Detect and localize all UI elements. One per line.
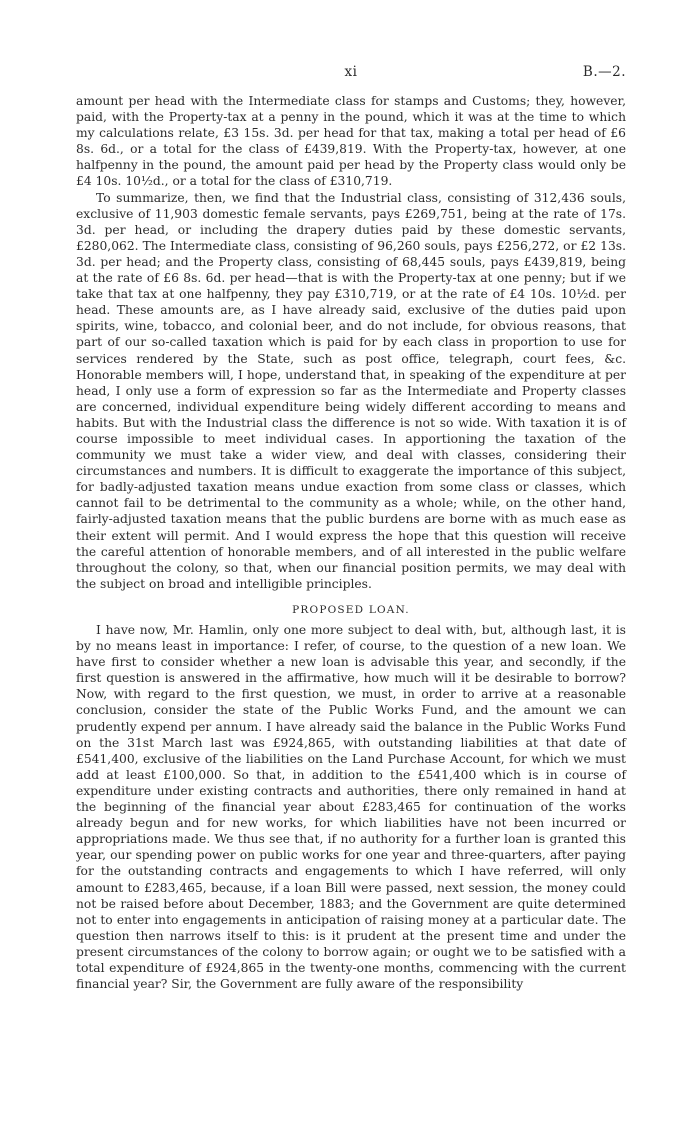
paragraph-loan: I have now, Mr. Hamlin, only one more subject to deal with, but, although last, it is by no means least in importance: I refer, of course, to the question of a new loan. We have first to consider whether a new loan is advisable this year, and secondly, if the first question is answered in the affirmative, how much will it be desirable to borrow? Now, with regard to the first question, we must, in order to arrive at a reasonable conclusion, consider the state of the Public Works Fund, and the amount we can prudently expend per annum. I have already said the balance in the Public Works Fund on the 31st March last was £924,865, with outstanding liabilities at that date of £541,400, exclusive of the liabilities on the Land Purchase Account, for which we must add at least £100,000. So that, in addition to the £541,400 which is in course of expenditure under existing contracts and authorities, there only remained in hand at the beginning of the financial year about £283,465 for continuation of the works already begun and for new works, for which liabilities have not been incurred or appropriations made. We thus see that, if no authority for a further loan is granted this year, our spending power on public works for one year and three-quarters, after paying for the outstanding contracts and engagements to which I have referred, will only amount to £283,465, because, if a loan Bill were passed, next session, the money could not be raised before about December, 1883; and the Government are quite determined not to enter into engagements in anticipation of raising money at a particular date. The question then narrows itself to this: is it prudent at the present time and under the present circumstances of the colony to borrow again; or ought we to be satisfied with a total expenditure of £924,865 in the twenty-one months, commencing with the current financial year? Sir, the Government are fully aware of the responsibility [76, 623, 626, 992]
document-reference: B.—2. [582, 64, 626, 80]
page-header [76, 64, 626, 84]
section-heading: PROPOSED LOAN. [292, 603, 410, 616]
paragraph-continuation: amount per head with the Intermediate class for stamps and Customs; they, however, paid, with the Property-tax at a penny in the pound, which it was at the time to which my calculations relate, £3 15s. 3d. per head for that tax, making a total per head of £6 8s. 6d., or a total for the class of £439,819. With the Property-tax, however, at one halfpenny in the pound, the amount paid per head by the Property class would only be £4 10s. 10½d., or a total for the class of £310,719. [76, 94, 626, 189]
paragraph-summary: To summarize, then, we find that the Industrial class, consisting of 312,436 souls, exclusive of 11,903 domestic female servants, pays £269,751, being at the rate of 17s. 3d. per head, or including the drapery duties paid by these domestic servants, £280,062. The Intermediate class, consisting of 96,260 souls, pays £256,272, or £2 13s. 3d. per head; and the Property class, consisting of 68,445 souls, pays £439,819, being at the rate of £6 8s. 6d. per head—that is with the Property-tax at one penny; but if we take that tax at one halfpenny, they pay £310,719, or at the rate of £4 10s. 10½d. per head. These amounts are, as I have already said, exclusive of the duties paid upon spirits, wine, tobacco, and colonial beer, and do not include, for obvious reasons, that part of our so-called taxation which is paid for by each class in proportion to use for services rendered by the State, such as post office, telegraph, court fees, &c. Honorable members will, I hope, understand that, in speaking of the expenditure at per head, I only use a form of expression so far as the Intermediate and Property classes are concerned, individual expenditure being widely different according to means and habits. But with the Industrial class the difference is not so wide. With taxation it is of course impossible to meet individual cases. In apportioning the taxation of the community we must take a wider view, and deal with classes, considering their circumstances and numbers. It is difficult to exaggerate the importance of this subject, for badly-adjusted taxation means undue exaction from some class or classes, which cannot fail to be detrimental to the community as a whole; while, on the other hand, fairly-adjusted taxation means that the public burdens are borne with as much ease as their extent will permit. And I would express the hope that this question will receive the careful attention of honorable members, and of all interested in the public welfare throughout the colony, so that, when our financial position permits, we may deal with the subject on broad and intelligible principles. [76, 190, 626, 591]
body-text [76, 93, 626, 992]
page-number: xi [344, 64, 358, 80]
